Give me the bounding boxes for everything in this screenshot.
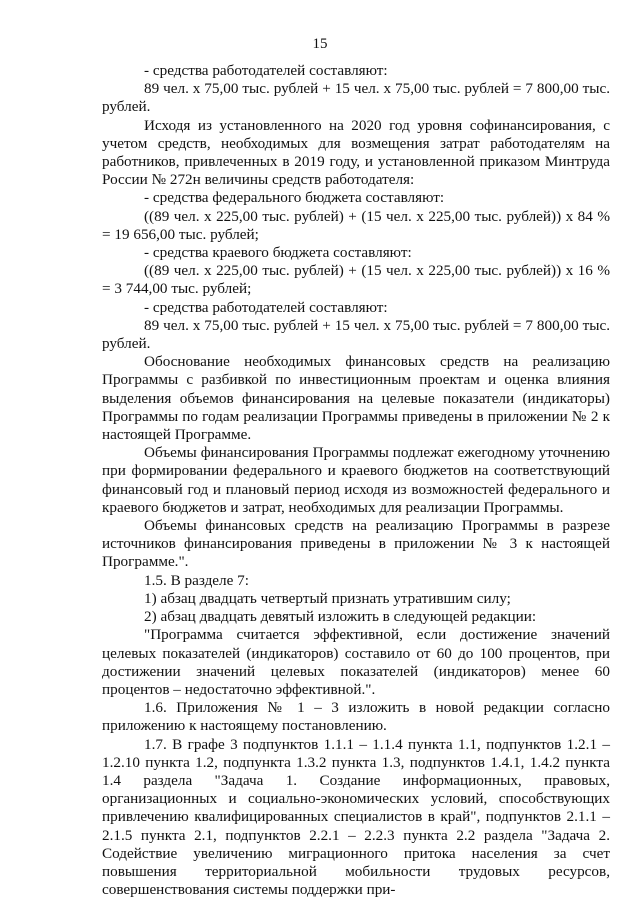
paragraph: 89 чел. х 75,00 тыс. рублей + 15 чел. х 75,00 тыс. рублей = 7 800,00 тыс. рублей. xyxy=(102,80,610,116)
paragraph: 89 чел. х 75,00 тыс. рублей + 15 чел. х 75,00 тыс. рублей = 7 800,00 тыс. рублей. xyxy=(102,316,610,353)
paragraph: Объемы финансовых средств на реализацию Программы в разрезе источников финансирования приведены в приложении № 3 к настоящей Программе.". xyxy=(102,517,610,571)
paragraph: 1) абзац двадцать четвертый признать утратившим силу; xyxy=(144,589,511,607)
document-body xyxy=(102,62,610,899)
paragraph: Обоснование необходимых финансовых средств на реализацию Программы с разбивкой по инвестиционным проектам и оценка влияния выделения объемов финансирования на целевые показатели (индикаторы) Программы по годам реализации Программы приведены в приложении № 2 к настоящей Программе. xyxy=(102,353,610,444)
page-number: 15 xyxy=(312,36,328,52)
paragraph: Объемы финансирования Программы подлежат ежегодному уточнению при формировании федерального и краевого бюджетов на соответствующий финансовый год и плановый период исходя из возможностей федерального и краевого бюджетов и затрат, необходимых для реализации Программы. xyxy=(102,444,610,516)
paragraph: - средства федерального бюджета составляют: xyxy=(144,189,445,207)
paragraph: - средства работодателей составляют: xyxy=(144,298,388,316)
paragraph: - средства работодателей составляют: xyxy=(144,62,388,79)
paragraph: ((89 чел. х 225,00 тыс. рублей) + (15 чел. х 225,00 тыс. рублей)) х 16 % = 3 744,00 тыс. рублей; xyxy=(102,262,610,298)
paragraph: "Программа считается эффективной, если достижение значений целевых показателей (индикаторов) составило от 60 до 100 процентов, при достижении значений целевых показателей (индикаторов) менее 60 процентов – недостаточно эффективной.". xyxy=(102,626,610,698)
paragraph: ((89 чел. х 225,00 тыс. рублей) + (15 чел. х 225,00 тыс. рублей)) х 84 % = 19 656,00 тыс. рублей; xyxy=(102,207,610,243)
paragraph: - средства краевого бюджета составляют: xyxy=(144,244,412,262)
paragraph: Исходя из установленного на 2020 год уровня софинансирования, с учетом средств, необходимых для возмещения затрат работодателям на работников, привлеченных в 2019 году, и установленной приказом Минтруда России № 272н величины средств работодателя: xyxy=(102,116,610,189)
paragraph: 1.6. Приложения № 1 – 3 изложить в новой редакции согласно приложению к настоящему постановлению. xyxy=(102,699,610,735)
paragraph: 1.7. В графе 3 подпунктов 1.1.1 – 1.1.4 пункта 1.1, подпунктов 1.2.1 – 1.2.10 пункта 1.2, подпункта 1.3.2 пункта 1.3, подпунктов 1.4.1, 1.4.2 пункта 1.4 раздела "Задача 1. Создание информационных, правовых, организационных и социально-экономических условий, способствующих привлечению квалифицированных специалистов в край", подпунктов 2.1.1 – 2.1.5 пункта 2.1, подпунктов 2.2.1 – 2.2.3 пункта 2.2 раздела "Задача 2. Содействие увеличению миграционного притока населения за счет повышения территориальной мобильности трудовых ресурсов, совершенствования системы поддержки при- xyxy=(102,735,610,899)
paragraph: 1.5. В разделе 7: xyxy=(144,571,249,589)
paragraph: 2) абзац двадцать девятый изложить в следующей редакции: xyxy=(144,608,537,626)
